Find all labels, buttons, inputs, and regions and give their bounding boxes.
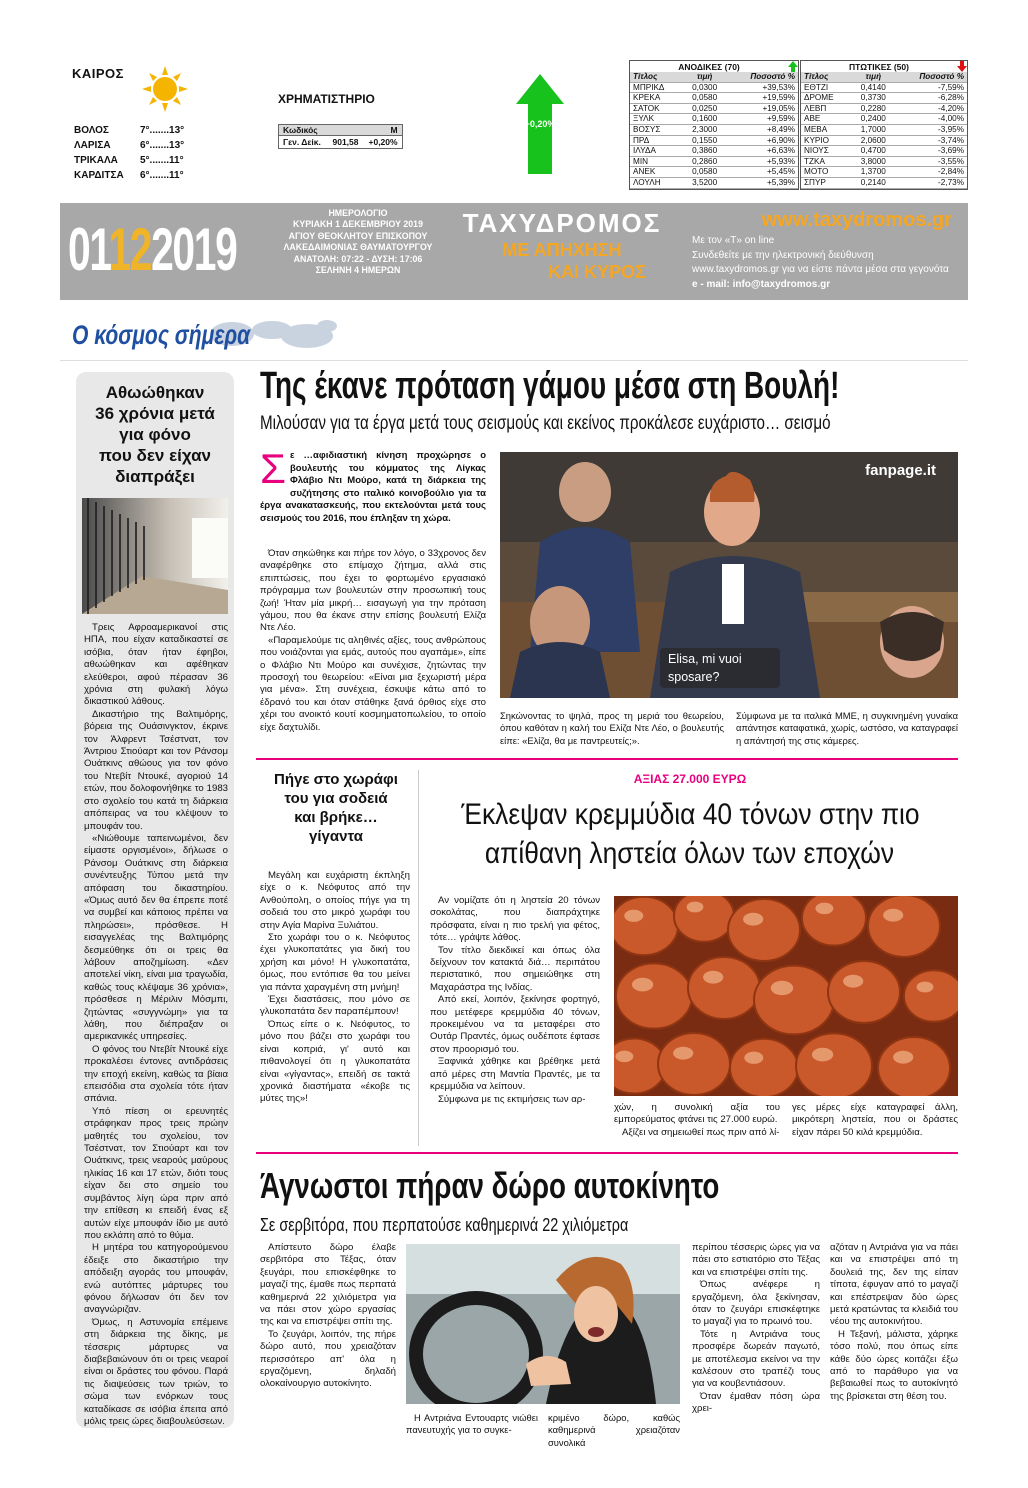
section-title: Ο κόσμος σήμερα	[72, 316, 342, 354]
stock-row: ΛΟΥΛΗ 3,5200 +5,39%	[630, 177, 798, 188]
onions-body: Αν νομίζατε ότι η ληστεία 20 τόνων σοκολάτας, που διαπράχτηκε πρόσφατα, είναι η πιο τρελή για φέτος, τότε… γράψτε λάθος. Τον τίτλο διεκδικεί και όπως όλα δείχνουν τον κατακτά διά… περιπάτου περιστατικό, που σημειώθηκε στη Μαχαράστρα της Ινδίας. Από εκεί, λοιπόν, ξεκίνησε φορτηγό, που μετέφερε κρεμμύδια 40 τόνων, προκειμένου να τα μεταφέρει στο Ουτάρ Πραντές, όμως ουδέποτε έφτασε στον προορισμό του. Ξαφνικά χάθηκε και βρέθηκε μετά από μέρες στη Μαντία Πραντές, με τα κρεμμύδια να λείπουν. Σύμφωνα με τις εκτιμήσεις των αρ-	[430, 895, 600, 1105]
stock-row: ΜΟΤΟ 1,3700 -2,84%	[801, 167, 967, 178]
onion-highlight	[624, 910, 643, 922]
car-body-col4: αζόταν η Αντριάνα για να πάει και να επιστρέψει από τη δουλειά της, δεν της είπαν τίποτα, έφυγαν από το μαγαζί και επέστρεψαν δύο ώρες μετά κρατώντας τα κλειδιά του νέου της αυτοκινήτου. Η Τεξανή, μάλιστα, χάρηκε τόσο πολύ, που όπως είπε κάθε δύο ώρες κοιτάζει έξω από το παράθυρο για να βεβαιωθεί πως το αυτοκίνητό της βρίσκεται στη θέση του.	[830, 1242, 958, 1402]
stock-row: ΜΙΝ 0,2860 +5,93%	[630, 156, 798, 167]
onion-shape	[728, 899, 800, 961]
onion-shape	[616, 963, 692, 1028]
up-triangle-icon	[788, 61, 798, 72]
onion-highlight	[771, 981, 793, 995]
onion-shape	[796, 1033, 872, 1096]
exchange-box	[278, 92, 418, 149]
onion-highlight	[615, 1051, 633, 1063]
onions-col3: γες μέρες είχε καταγραφεί άλλη, μικρότερη ληστεία, που οι δράστες είχαν πάρει 50 κιλά κρεμμύδια.	[792, 1102, 958, 1138]
prison-corridor-photo	[82, 498, 228, 614]
weather-row: ΤΡΙΚΑΛΑ 5°.......11°	[74, 155, 184, 166]
onion-highlight	[743, 913, 763, 926]
exchange-title: ΧΡΗΜΑΤΙΣΤΗΡΙΟ	[278, 92, 375, 106]
photo-subtitle-overlay: Elisa, mi vuoi sposare?	[660, 648, 780, 688]
risers-table: ΑΝΟΔΙΚΕΣ (70) Τίτλος τιμή Ποσοστό % ΜΠΡΙΚΔ 0,0300 +39,53% ΚΡΕΚΑ 0,0580 +19,59% ΣΑΤΟΚ 0,0250 +19,05% ΞΥΛΚ 0,1600 +9,59% ΒΟΣΥΣ 2,3000 +8,49% ΠΡΔ 0,1550 +6,90% ΙΛΥΔΑ 0,3860 +6,63% ΜΙΝ 0,2860 +5,93% ΑΝΕΚ 0,0580 +5,45% ΛΟΥΛΗ 3,5200 +5,39%	[629, 60, 799, 190]
stock-row: ΣΠΥΡ 0,2140 -2,73%	[801, 177, 967, 188]
main-subhead: Μιλούσαν για τα έργα μετά τους σεισμούς και εκείνος προκάλεσε ευχάριστο… σεισμό	[260, 413, 831, 434]
onions-col2: χών, η συνολική αξία του εμπορεύματος φτάνει τις 27.000 ευρώ. Αξίζει να σημειωθεί πως πριν από λί-	[614, 1102, 780, 1138]
exchange-table: Κωδικός Μ Γεν. Δείκ. 901,58 +0,20%	[278, 124, 403, 149]
down-triangle-icon	[957, 61, 967, 72]
drop-cap: Σ	[260, 445, 286, 492]
online-info: www.taxydromos.gr Με τον «Τ» on line Συνδεθείτε με την ηλεκτρονική διεύθυνση www.taxydromos.gr για να είστε πάντα μέσα στα γεγονότα e - mail: info@taxydromos.gr	[692, 206, 962, 292]
onion-highlight	[843, 975, 863, 988]
up-arrow	[516, 74, 564, 174]
photo-watermark: fanpage.it	[865, 462, 936, 479]
car-photo-caption-b: κριμένο δώρο, καθώς καθημερινά χρειαζόταν συνολικά	[548, 1412, 680, 1448]
onion-highlight	[917, 982, 934, 993]
weather-row: ΚΑΡΔΙΤΣΑ 6°.......11°	[74, 170, 184, 181]
stock-row: ΚΡΕΚΑ 0,0580 +19,59%	[630, 93, 798, 104]
onion-shape	[614, 897, 678, 955]
main-headline: Της έκανε πρόταση γάμου μέσα στη Βουλή!	[260, 365, 840, 407]
onion-shape	[904, 970, 958, 1022]
paper-logo: ΤΑΧΥΔΡΟΜΟΣ ΜΕ ΑΠΗΧΗΣΗ ΚΑΙ ΚΥΡΟΣ	[452, 207, 672, 297]
risers-title: ΑΝΟΔΙΚΕΣ (70)	[678, 61, 740, 72]
car-body-col3: περίπου τέσσερις ώρες για να πάει στο εστιατόριο στο Τέξας και να επιστρέψει σπίτι της. Όπως ανέφερε η εργαζόμενη, όλα ξεκίνησαν, όταν το ζευγάρι επισκέφτηκε το μαγαζί για το πρωινό του. Τότε η Αντριάνα τους προσφέρε δωρεάν παγωτό, με αποτέλεσμα εκείνοι να την καλέσουν στο τραπέζι τους για να κουβεντιάσουν. Όταν έμαθαν πόση ώρα χρει-	[692, 1242, 820, 1415]
onion-highlight	[687, 902, 704, 913]
photo-caption-left: Σηκώνοντας το ψηλά, προς τη μεριά του θεωρείου, όπου καθόταν η καλή του Ελίζα Ντε Λέο, ο βουλευτής είπε: «Ελίζα, θα με παντρευτείς;».	[500, 710, 724, 746]
stock-row: ΔΡΟΜΕ 0,3730 -6,28%	[801, 93, 967, 104]
onion-shape	[674, 896, 734, 942]
stock-row: ΝΙΟΥΣ 0,4700 -3,69%	[801, 146, 967, 157]
weather-box	[72, 66, 232, 186]
field-headline: Πήγε στο χωράφι του για σοδειά και βρήκε… γίγαντα	[274, 771, 398, 845]
stock-row: ΛΕΒΠ 0,2280 -4,20%	[801, 103, 967, 114]
onion-highlight	[893, 1051, 913, 1064]
weather-row: ΛΑΡΙΣΑ 6°.......13°	[74, 140, 185, 151]
stock-row: ΑΒΕ 0,2400 -4,00%	[801, 114, 967, 125]
main-body: Όταν σηκώθηκε και πήρε τον λόγο, ο 33χρονος δεν αναφέρθηκε στο επίμαχο ζήτημα, αλλά στις επιπτώσεις, που έχει το φορτωμένο εργασιακό πρόγραμμα των βουλευτών στην προσωπική τους ζωή! Ήταν μία μικρή… εισαγωγή για την πρόταση γάμου, που θα έκανε στην επίσης βουλευτή Ελίζα Ντε Λέο. «Παραμελούμε τις αληθινές αξίες, τους ανθρώπους που νοιάζονται για εμάς, αυτούς που αγαπάμε», είπε ο Φλάβιο Ντι Μούρο και συνέχισε, ζητώντας την προσοχή του θεωρείου: «Είναι μια ξεχωριστή μέρα για μένα». Στη συνέχεια, έσκυψε κάτω από το έδρανό του και όταν στάθηκε ξανά όρθιος είχε στο χέρι του ανοικτό κουτί κοσμηματοπωλείου, το οποίο είχε δαχτυλίδι.	[260, 548, 486, 733]
onion-shape	[688, 957, 760, 1019]
car-woman-photo	[406, 1244, 680, 1404]
weather-title: ΚΑΙΡΟΣ	[72, 66, 124, 81]
onion-highlight	[703, 971, 723, 984]
onions-photo	[614, 896, 958, 1096]
stock-row: ΞΥΛΚ 0,1600 +9,59%	[630, 114, 798, 125]
onion-highlight	[632, 978, 653, 992]
onion-highlight	[815, 903, 833, 915]
car-photo-caption-a: Η Αντριάνα Εντουαρτς νιώθει πανευτυχής για το συγκε-	[406, 1412, 538, 1436]
fallers-title: ΠΤΩΤΙΚΕΣ (50)	[849, 61, 909, 72]
site-url[interactable]: www.taxydromos.gr	[761, 209, 952, 231]
onion-highlight	[744, 1052, 763, 1064]
stock-row: ΑΝΕΚ 0,0580 +5,45%	[630, 167, 798, 178]
onion-highlight	[812, 1048, 833, 1062]
onion-highlight	[883, 909, 903, 922]
onion-shape	[868, 896, 940, 957]
stock-row: ΕΘΤΖΙ 0,4140 -7,59%	[801, 82, 967, 93]
section-divider	[256, 1152, 958, 1154]
section-divider	[256, 758, 958, 760]
sun-icon	[142, 66, 188, 112]
side-body: Τρεις Αφροαμερικανοί στις ΗΠΑ, που είχαν καταδικαστεί σε ισόβια, όταν ήταν έφηβοι, αθωώθηκαν και αφέθηκαν ελεύθεροι, αφού πέρασαν 36 χρόνια στη φυλακή λόγω δικαστικού λάθους. Δικαστήριο της Βαλτιμόρης, βόρεια της Ουάσινγκτον, έκρινε τον Άλφρεντ Τσέστνατ, τον Άντριου Στιούαρτ και τον Ράνσομ Ουάτκινς αθώους για τον φόνο του Ντεβίτ Ντουκέ, αγοριού 14 ετών, που δολοφονήθηκε το 1983 στο σχολείο του κατά τη διάρκεια απόπειρας να του κλέψουν το μπουφάν του. «Νιώθουμε ταπεινωμένοι, δεν είμαστε οργισμένοι», δήλωσε ο Ράνσομ Ουάτκινς στη διάρκεια συνέντευξης Τύπου μετά την απόφαση του δικαστηρίου. «Όμως αυτό δεν θα έπρεπε ποτέ να συμβεί και κάποιος πρέπει να πληρώσει», πρόσθεσε. Η εισαγγελέας της Βαλτιμόρης δεσμεύθηκε ότι οι τρεις θα λάβουν αποζημίωση. «Δεν αποτελεί νίκη, είναι μια τραγωδία, καθώς τους κλέψαμε 36 χρόνια», πρόσθεσε η Μέριλιν Μόσμπι, ζητώντας «συγγνώμη» για τα λάθη, που διέπραξαν οι αμερικανικές υπηρεσίες. Ο φόνος του Ντεβίτ Ντουκέ είχε προκαλέσει έντονες αντιδράσεις την εποχή εκείνη, καθώς τα βίαια επεισόδια στα σχολεία τότε ήταν σπάνια. Υπό πίεση οι ερευνητές στράφηκαν προς τρεις πρώην μαθητές του σχολείου, τον Τσέστνατ, τον Στιούαρτ και τον Ουάτκινς, τρεις νεαρούς μαύρους ηλικίας 16 και 17 ετών, διότι τους είχαν δει στο σημείο του συμβάντος λίγη ώρα πριν από την επίθεση κι επειδή ένας εξ αυτών είχε μπουφάν ίδιο με αυτό που εκλάπη από το θύμα. Η μητέρα του κατηγορούμενου έδειξε στο δικαστήριο την απόδειξη αγοράς του μπουφάν, ενώ αυτόπτες μάρτυρες του φόνου δήλωσαν ότι δεν τον αναγνώριζαν. Όμως, η Αστυνομία επέμεινε στη διάρκεια της δίκης, με τέσσερις μάρτυρες να διαβεβαιώνουν ότι οι τρεις νεαροί είναι οι δράστες του φόνου. Παρά τις διαψεύσεις των τριών, το σώμα των ενόρκων τους καταδίκασε σε ισόβια έπειτα από μόλις τρεις ώρες διαβουλεύσεων.	[84, 622, 228, 1427]
onion-shape	[802, 896, 866, 946]
main-lead: Σ ε …αφιδιαστική κίνηση προχώρησε ο βουλευτής του κόμματος της Λίγκας Φλάβιο Ντι Μούρο, κατά τη διάρκεια της συζήτησης στο ιταλικό κοινοβούλιο για τα έργα ανακατασκευής, που εκτελούνται μετά τους σεισμούς του 2016, που έπληξαν τη χώρα.	[260, 445, 486, 524]
stock-row: ΒΟΣΥΣ 2,3000 +8,49%	[630, 124, 798, 135]
stock-row: ΤΖΚΑ 3,8000 -3,55%	[801, 156, 967, 167]
stock-row: ΚΥΡΙΟ 2,0600 -3,74%	[801, 135, 967, 146]
onions-kicker: ΑΞΙΑΣ 27.000 ΕΥΡΩ	[633, 772, 747, 786]
onion-shape	[878, 1037, 950, 1096]
onion-shape	[754, 966, 834, 1035]
side-headline: Αθωώθηκαν 36 χρόνια μετά για φόνο που δεν είχαν διαπράξει	[95, 383, 215, 486]
stock-row: ΣΑΤΟΚ 0,0250 +19,05%	[630, 103, 798, 114]
stock-row: ΜΕΒΑ 1,7000 -3,95%	[801, 124, 967, 135]
onion-shape	[828, 961, 900, 1023]
stock-row: ΠΡΔ 0,1550 +6,90%	[630, 135, 798, 146]
date-display: 01122019	[68, 220, 237, 283]
field-body: Μεγάλη και ευχάριστη έκπληξη είχε ο κ. Νεόφυτος από την Ανθούπολη, ο οποίος πήγε για τη σοδειά του στο μικρό χωράφι του στην Αγία Μαρίνα Ξυλιάτου. Στο χωράφι του ο κ. Νεόφυτος έχει γλυκοπατάτες για δική του χρήση και μόνο! Η γλυκοπατάτα, όμως, που εντόπισε θα του μείνει για πάντα χαραγμένη στη μνήμη! Έχει διαστάσεις, που μόνο σε γλυκοπατάτα δεν παραπέμπουν! Όπως είπε ο κ. Νεόφυτος, το μόνο που βάζει στο χωράφι του είναι κοπριά, γι' αυτό και πιθανολογεί ότι η γλυκοπατάτα είναι «γίγαντας», επειδή σε τακτά χρονικά διαστήματα «έκοβε τις μύτες της»!	[260, 870, 410, 1105]
onion-shape	[730, 1039, 798, 1096]
photo-caption-right: Σύμφωνα με τα ιταλικά ΜΜΕ, η συγκινημένη γυναίκα απάντησε καταφατικά, χωρίς, ωστόσο, να καταγραφεί η απάντησή της στις κάμερες.	[736, 710, 958, 746]
stock-row: ΜΠΡΙΚΔ 0,0300 +39,53%	[630, 82, 798, 93]
onions-headline: Έκλεψαν κρεμμύδια 40 τόνων στην πιο απίθανη ληστεία όλων των εποχών	[460, 798, 920, 870]
fallers-table: ΠΤΩΤΙΚΕΣ (50) Τίτλος τιμή Ποσοστό % ΕΘΤΖΙ 0,4140 -7,59% ΔΡΟΜΕ 0,3730 -6,28% ΛΕΒΠ 0,2280 -4,20% ΑΒΕ 0,2400 -4,00% ΜΕΒΑ 1,7000 -3,95% ΚΥΡΙΟ 2,0600 -3,74% ΝΙΟΥΣ 0,4700 -3,69% ΤΖΚΑ 3,8000 -3,55% ΜΟΤΟ 1,3700 -2,84% ΣΠΥΡ 0,2140 -2,73%	[800, 60, 968, 190]
weather-row: ΒΟΛΟΣ 7°.......13°	[74, 125, 185, 136]
car-headline: Άγνωστοι πήραν δώρο αυτοκίνητο	[260, 1165, 720, 1206]
onion-highlight	[673, 1047, 693, 1060]
parliament-proposal-photo	[500, 452, 958, 698]
car-body-col1: Απίστευτο δώρο έλαβε σερβιτόρα στο Τέξας, όταν ξευγάρι, που επισκέφθηκε το μαγαζί της, έμαθε πως περπατά καθημερινά 22 χιλιόμετρα για να πάει στον χώρο εργασίας της και να επιστρέψει σπίτι της. Το ζευγάρι, λοιπόν, της πήρε δώρο αυτό, που χρειαζόταν περισσότερο απ' όλα η εργαζόμενη, δηλαδή ολοκαίνουργιο αυτοκίνητο.	[260, 1242, 396, 1390]
index-change-label: +0,20%	[524, 119, 556, 129]
calendar-info: ΗΜΕΡΟΛΟΓΙΟ ΚΥΡΙΑΚΗ 1 ΔΕΚΕΜΒΡΙΟΥ 2019 ΑΓΙΟΥ ΘΕΟΚΛΗΤΟΥ ΕΠΙΣΚΟΠΟΥ ΛΑΚΕΔΑΙΜΟΝΙΑΣ ΘΑΥΜΑΤΟΥΡΓΟΥ ΑΝΑΤΟΛΗ: 07:22 - ΔΥΣΗ: 17:06 ΣΕΛΗΝΗ 4 ΗΜΕΡΩΝ	[283, 208, 433, 276]
car-subhead: Σε σερβιτόρα, που περπατούσε καθημερινά 22 χιλιόμετρα	[260, 1215, 629, 1235]
stock-row: ΙΛΥΔΑ 0,3860 +6,63%	[630, 146, 798, 157]
onion-shape	[658, 1033, 730, 1095]
